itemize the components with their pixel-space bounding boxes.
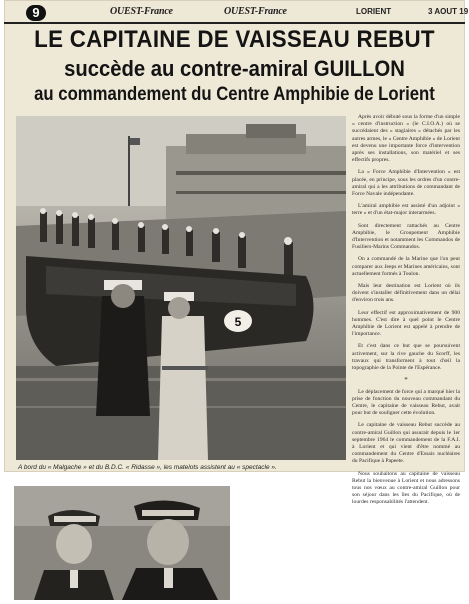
photo-landing-craft-ceremony xyxy=(16,116,346,460)
city-label: LORIENT xyxy=(356,7,392,16)
article-paragraph: On a commandé de la Marine que l'on peut comparer aux Jeeps et Marines américains, sont actuellement formés à Toulon. xyxy=(352,256,460,277)
article-paragraph: L'amiral amphibie est assisté d'un adjoint « terre » et d'un état-major interarmées. xyxy=(352,203,460,217)
portrait-illustration xyxy=(14,486,230,600)
page-number: 9 xyxy=(26,5,46,21)
photo-officers-portrait xyxy=(14,486,230,600)
article-paragraph: Et c'est dans ce but que se poursuivent activement, sur la rive gauche du Scorff, les travaux qui transforment à tout d'œil la topographie de la Pointe de l'Espérance. xyxy=(352,343,460,372)
headline: LE CAPITAINE DE VAISSEAU REBUT xyxy=(34,26,435,53)
photo-illustration xyxy=(16,116,346,460)
hull-number: 5 xyxy=(234,315,242,329)
subheadline-secondary: au commandement du Centre Amphibie de Lorient xyxy=(34,84,435,105)
article-paragraph: Nous souhaitons au capitaine de vaisseau Rebut la bienvenue à Lorient et nous adressons tous nos vœux au contre-amiral Guillon pour son séjour dans les îles du Pacifique, où de lourdes responsabilités l'attendent. xyxy=(352,470,460,506)
article-paragraph: La « Force Amphibie d'Intervention » est placée, en principe, sous les ordres d'un contre-amiral qui a les attributions de commandant de Force Navale indépendante. xyxy=(352,169,460,198)
masthead xyxy=(4,2,469,24)
section-separator: * xyxy=(404,376,408,385)
article-body xyxy=(352,114,460,506)
article-paragraph: Après avoir débuté sous la forme d'un simple « centre d'instruction » (le C.I.O.A.) où se succédaient des « stagiaires » détachés par les autres armes, le « Centre Amphibie » de Lorient est devenu une importante force d'intervention après ses installations, son matériel et ses effectifs propres. xyxy=(352,114,460,164)
article-paragraph: Sont directement rattachés au Centre Amphibie, le Groupement Amphibie d'Intervention et notamment les Commandos de Fusiliers-Marins Commandos. xyxy=(352,222,460,251)
article-paragraph: Leur effectif est approximativement de 900 hommes. C'est dire à quel point le Centre Amphibie de Lorient est appelé à prendre de l'importance. xyxy=(352,309,460,338)
subheadline: succède au contre-amiral GUILLON xyxy=(64,56,405,81)
date-label: 3 AOUT 19 xyxy=(428,7,469,16)
dateline xyxy=(356,7,469,16)
article-paragraph: Le déplacement de force qui a marqué hier la prise de fonction du nouveau commandant du Centre, le capitaine de vaisseau Rebut, avait pour but de souligner cette évolution. xyxy=(352,388,460,417)
newspaper-logo: OUEST-France xyxy=(110,6,173,17)
photo-caption: A bord du « Malgache » et du B.D.C. « Ridasse », les matelots assistent au « spectacle ». xyxy=(18,464,277,471)
article-paragraph: Mais leur destination est Lorient où ils doivent s'installer définitivement dans un délai d'environ trois ans. xyxy=(352,283,460,304)
article-paragraph: Le capitaine de vaisseau Rebut succède au contre-amiral Guillon qui assurait depuis le 1er septembre 1964 le commandement de la F.A.I. à Lorient et qui vient d'être nommé au commandement du Centre d'Essais nucléaires du Pacifique à Papeete. xyxy=(352,422,460,465)
newspaper-logo: OUEST-France xyxy=(224,6,287,17)
